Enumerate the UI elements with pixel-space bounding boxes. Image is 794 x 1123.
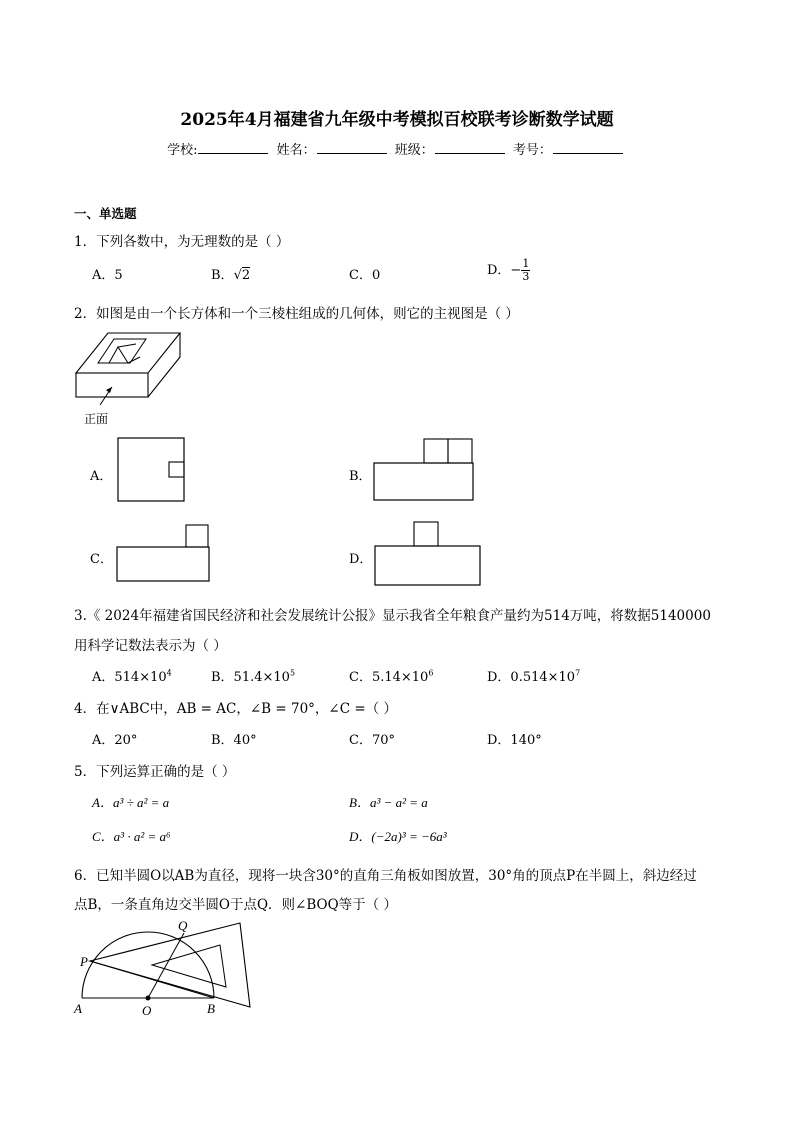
q3-option-c-exponent: 6: [428, 668, 434, 678]
sqrt-radicand: 2: [241, 268, 251, 283]
q3-option-b[interactable]: [211, 666, 295, 685]
label-q: Q: [178, 918, 188, 933]
q2-option-c-figure: [116, 524, 212, 584]
question-2-text: 2．如图是由一个长方体和一个三棱柱组成的几何体，则它的主视图是（ ）: [74, 306, 519, 322]
school-blank[interactable]: [198, 141, 268, 154]
q2-option-b[interactable]: B．: [349, 469, 372, 484]
fraction: [521, 258, 530, 283]
numerator: 1: [522, 257, 530, 270]
q5-option-b[interactable]: B．a³ − a² = a: [349, 795, 428, 810]
q2-option-a[interactable]: A．: [90, 469, 113, 484]
q4-option-a[interactable]: A．20°: [92, 733, 138, 748]
q1-option-d-label: D．−: [487, 263, 522, 278]
q1-option-a[interactable]: A．5: [92, 268, 123, 283]
section-heading: 一、单选题: [74, 206, 137, 221]
page-title: 2025年4月福建省九年级中考模拟百校联考诊断数学试题: [180, 110, 614, 130]
q4-option-c[interactable]: C．70°: [349, 733, 395, 748]
q3-option-a-exponent: 4: [166, 668, 172, 678]
sqrt-sign: √: [233, 268, 242, 283]
label-p: P: [80, 954, 88, 969]
question-1-text: 1．下列各数中，为无理数的是（ ）: [74, 234, 290, 250]
q3-option-a-base: A．514×10: [92, 670, 167, 685]
label-b: B: [207, 1001, 215, 1016]
class-blank[interactable]: [435, 141, 505, 154]
q1-option-d[interactable]: [487, 258, 530, 283]
question-6-line-2: 点B，一条直角边交半圆O于点Q．则∠BOQ等于（ ）: [74, 897, 397, 913]
q2-option-b-figure: [373, 438, 475, 502]
q2-option-d-figure: [374, 521, 482, 587]
q5-option-c[interactable]: C．a³ · a² = a⁶: [92, 829, 171, 844]
q3-option-b-base: B．51.4×10: [211, 670, 290, 685]
student-info-line: [0, 139, 794, 158]
exam-no-blank[interactable]: [553, 141, 623, 154]
q3-option-c-base: C．5.14×10: [349, 670, 429, 685]
q1-option-b[interactable]: [211, 264, 250, 283]
exam-no-label: 考号：: [512, 143, 552, 158]
q3-option-d-exponent: 7: [575, 668, 581, 678]
label-o: O: [142, 1003, 152, 1018]
q3-option-c[interactable]: [349, 666, 433, 685]
q2-option-d[interactable]: D．: [349, 552, 373, 567]
q3-option-d-base: D．0.514×10: [487, 670, 576, 685]
q1-option-b-label: B．: [211, 268, 234, 283]
q6-semicircle-figure: [70, 915, 260, 1025]
q3-option-d[interactable]: [487, 666, 580, 685]
q3-option-a[interactable]: [92, 666, 172, 685]
denominator: 3: [522, 270, 530, 283]
q2-option-a-figure: [117, 437, 187, 503]
question-4-text: 4．在∨ABC中，AB = AC，∠B = 70°，∠C =（ ）: [74, 701, 397, 717]
question-3-line-1: 3.《 2024年福建省国民经济和社会发展统计公报》显示我省全年粮食产量约为514万吨，将数据5140000: [74, 608, 711, 624]
question-6-line-1: 6．已知半圆O以AB为直径，现将一块含30°的直角三角板如图放置，30°角的顶点P在半圆上，斜边经过: [74, 868, 697, 884]
name-blank[interactable]: [317, 141, 387, 154]
question-5-text: 5．下列运算正确的是（ ）: [74, 764, 236, 780]
q5-option-a[interactable]: A．a³ ÷ a² = a: [92, 795, 170, 810]
class-label: 班级：: [394, 143, 434, 158]
q4-option-b[interactable]: B．40°: [211, 733, 257, 748]
q5-option-d[interactable]: D．(−2a)³ = −6a³: [349, 829, 447, 844]
q2-option-c[interactable]: C．: [90, 552, 113, 567]
question-3-line-2: 用科学记数法表示为（ ）: [74, 638, 227, 654]
q1-option-c[interactable]: C．0: [349, 268, 381, 283]
q4-option-d[interactable]: D．140°: [487, 733, 542, 748]
label-a: A: [74, 1001, 82, 1016]
front-view-label: 正面: [84, 412, 109, 426]
school-label: 学校:: [167, 143, 198, 158]
name-label: 姓名：: [276, 143, 316, 158]
q3-option-b-exponent: 5: [289, 668, 296, 678]
